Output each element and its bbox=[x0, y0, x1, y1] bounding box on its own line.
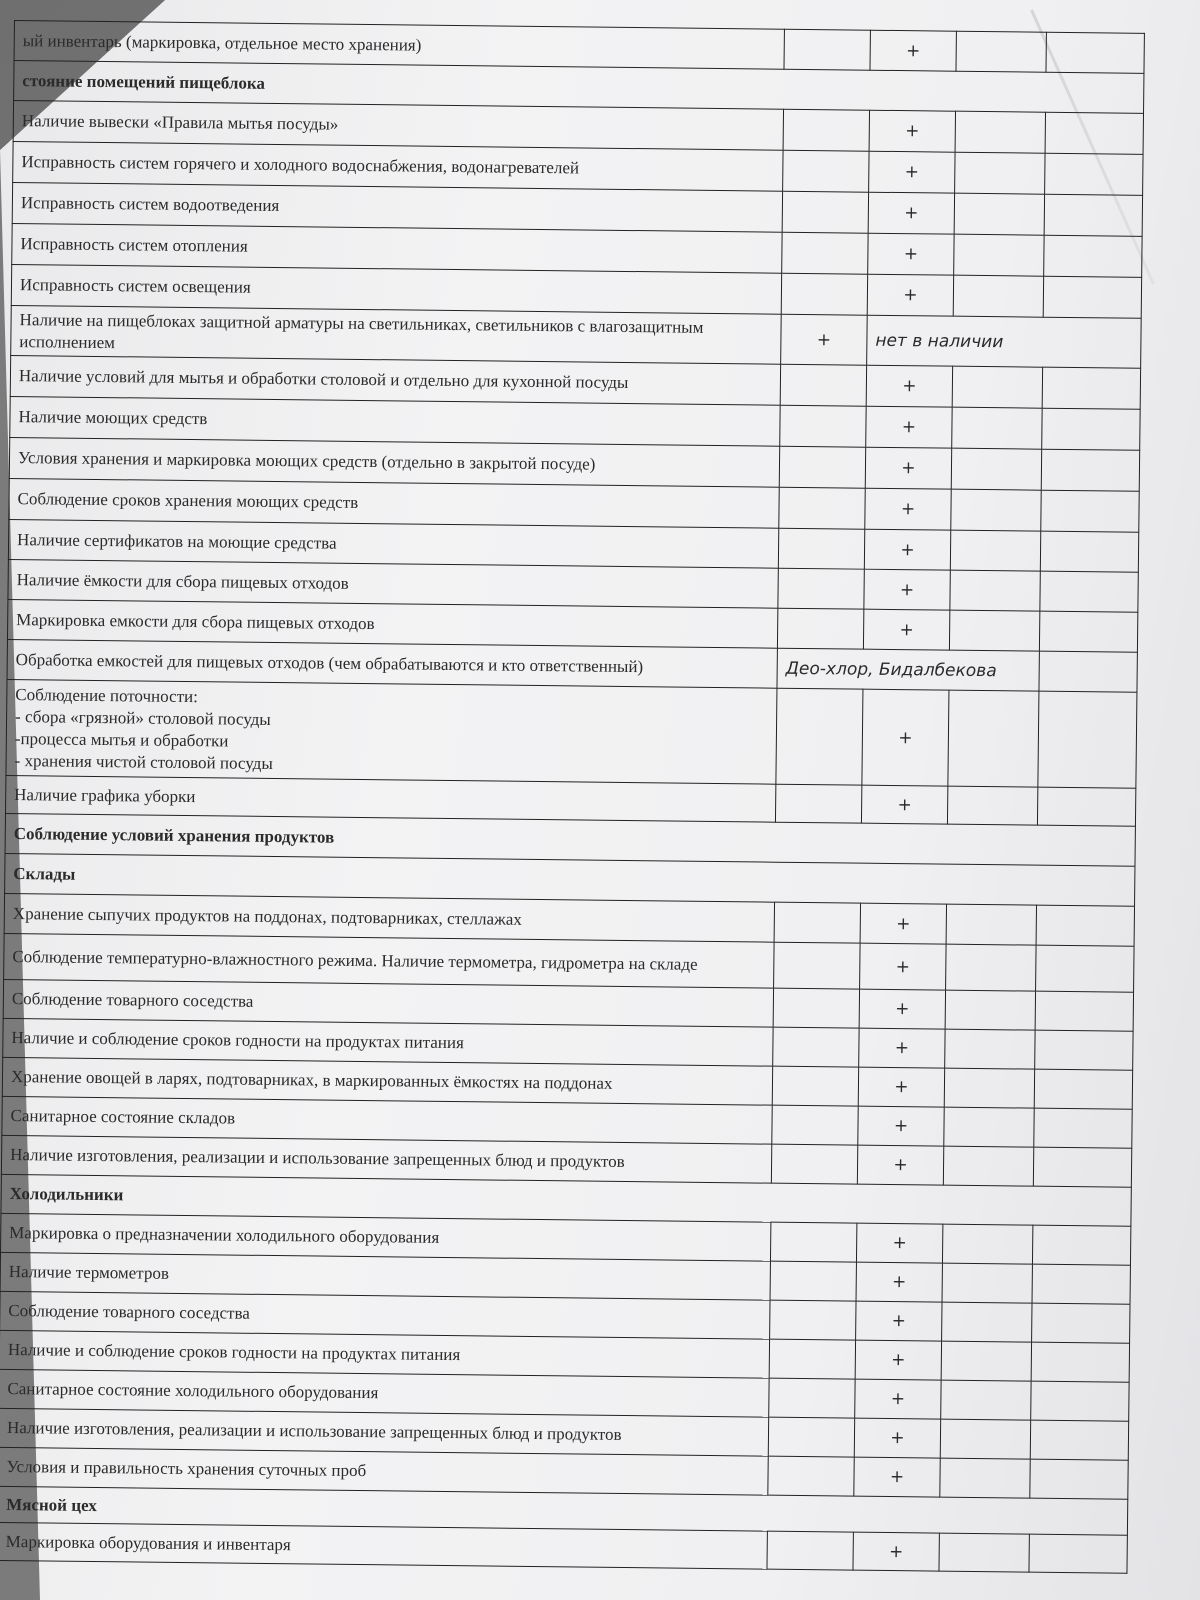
mark-cell-1 bbox=[779, 446, 865, 488]
mark-cell-3 bbox=[941, 1341, 1031, 1381]
mark-cell-1 bbox=[767, 1531, 853, 1570]
mark-cell-1 bbox=[774, 942, 861, 989]
criterion-text: Хранение сыпучих продуктов на поддонах, подтоварниках, стеллажах bbox=[4, 893, 774, 942]
mark-cell-1 bbox=[774, 902, 860, 943]
mark-cell-3 bbox=[954, 193, 1044, 235]
mark-cell-2: + bbox=[855, 1379, 941, 1419]
mark-cell-4 bbox=[1045, 153, 1143, 195]
mark-cell-1 bbox=[771, 1144, 857, 1184]
mark-cell-2: + bbox=[860, 943, 947, 990]
mark-cell-3 bbox=[940, 1458, 1030, 1498]
mark-cell-3 bbox=[948, 690, 1039, 787]
section-heading: Холодильники bbox=[1, 1174, 1131, 1226]
mark-cell-3 bbox=[951, 489, 1041, 531]
mark-cell-2: + bbox=[855, 1340, 941, 1380]
mark-cell-2: + bbox=[866, 406, 952, 448]
mark-cell-1 bbox=[779, 487, 865, 529]
mark-cell-2: + bbox=[857, 1145, 943, 1185]
mark-cell-1 bbox=[770, 1261, 856, 1301]
mark-cell-2: + bbox=[864, 569, 950, 610]
mark-cell-1 bbox=[768, 1456, 854, 1496]
mark-cell-4 bbox=[1043, 276, 1141, 318]
mark-cell-1 bbox=[780, 364, 866, 406]
mark-cell-3 bbox=[942, 1224, 1032, 1264]
mark-cell-3 bbox=[946, 944, 1037, 991]
mark-cell-2: + bbox=[859, 1028, 945, 1068]
mark-cell-2: + bbox=[870, 30, 956, 71]
mark-cell-2: + bbox=[869, 110, 955, 152]
mark-cell-1 bbox=[777, 608, 863, 649]
mark-cell-2: + bbox=[860, 903, 946, 944]
mark-cell-1 bbox=[770, 1222, 856, 1262]
mark-cell-3 bbox=[956, 31, 1046, 72]
mark-cell-2: + bbox=[868, 233, 954, 275]
mark-cell-2: + bbox=[865, 488, 951, 530]
mark-cell-4 bbox=[1031, 1342, 1129, 1382]
mark-cell-1 bbox=[772, 1066, 858, 1106]
criterion-text: Хранение овощей в ларях, подтоварниках, в маркированных ёмкостях на поддонах bbox=[2, 1057, 772, 1105]
mark-cell-4 bbox=[1045, 112, 1143, 154]
mark-cell-4 bbox=[1039, 611, 1137, 652]
mark-cell-1 bbox=[778, 568, 864, 609]
mark-cell-2: + bbox=[865, 447, 951, 489]
mark-cell-4 bbox=[1030, 1459, 1128, 1499]
mark-cell-4 bbox=[1032, 1303, 1130, 1343]
mark-cell-1 bbox=[784, 29, 870, 70]
mark-cell-1: + bbox=[781, 314, 868, 365]
mark-cell-3 bbox=[955, 152, 1045, 194]
criterion-text: Исправность систем горячего и холодного водоснабжения, водонагревателей bbox=[13, 141, 783, 191]
mark-cell-4 bbox=[1029, 1534, 1127, 1573]
mark-cell-3 bbox=[945, 990, 1035, 1030]
mark-cell-3 bbox=[946, 904, 1036, 945]
criterion-text: Наличие и соблюдение сроков годности на продуктах питания bbox=[3, 1018, 773, 1066]
mark-cell-3 bbox=[945, 1029, 1035, 1069]
mark-cell-4 bbox=[1035, 1030, 1133, 1070]
mark-cell-1 bbox=[775, 784, 861, 823]
mark-cell-4 bbox=[1033, 1147, 1131, 1187]
mark-cell-4 bbox=[1040, 571, 1138, 612]
criterion-text: Наличие моющих средств bbox=[10, 396, 780, 446]
criterion-text: Наличие вывески «Правила мытья посуды» bbox=[13, 101, 783, 151]
handwritten-note: нет в наличии bbox=[867, 315, 1142, 368]
mark-cell-2: + bbox=[858, 1067, 944, 1107]
mark-cell-3 bbox=[952, 366, 1042, 408]
mark-cell-2: + bbox=[862, 689, 949, 786]
criterion-text: Исправность систем отопления bbox=[12, 223, 782, 273]
handwritten-note: Део-хлор, Бидалбекова bbox=[777, 648, 1039, 691]
criterion-text: Наличие термометров bbox=[0, 1252, 770, 1300]
criterion-text: Наличие условий для мытья и обработки столовой и отдельно для кухонной посуды bbox=[10, 355, 780, 405]
mark-cell-4 bbox=[1034, 1069, 1132, 1109]
criterion-text: Обработка емкостей для пищевых отходов (чем обрабатываются и кто ответственный) bbox=[7, 639, 777, 688]
mark-cell-1 bbox=[773, 1027, 859, 1067]
mark-cell-4 bbox=[1032, 1264, 1130, 1304]
criterion-text: Маркировка о предназначении холодильного оборудования bbox=[1, 1213, 771, 1261]
mark-cell-1 bbox=[776, 688, 863, 785]
mark-cell-4 bbox=[1039, 651, 1137, 692]
criterion-text: Наличие сертификатов на моющие средства bbox=[8, 519, 778, 568]
section-heading: Склады bbox=[5, 853, 1135, 906]
mark-cell-4 bbox=[1037, 787, 1135, 826]
criterion-text: Санитарное состояние складов bbox=[2, 1096, 772, 1144]
criterion-text: Санитарное состояние холодильного оборудования bbox=[0, 1369, 769, 1417]
criterion-text: Соблюдение сроков хранения моющих средств bbox=[9, 478, 779, 528]
mark-cell-1 bbox=[773, 988, 859, 1028]
mark-cell-3 bbox=[955, 111, 1045, 153]
mark-cell-2: + bbox=[861, 785, 947, 824]
criterion-text: Исправность систем водоотведения bbox=[12, 182, 782, 232]
criterion-text: Наличие графика уборки bbox=[5, 775, 775, 822]
criterion-text: Наличие и соблюдение сроков годности на продуктах питания bbox=[0, 1330, 770, 1378]
mark-cell-2: + bbox=[854, 1457, 940, 1497]
mark-cell-2: + bbox=[856, 1223, 942, 1263]
criterion-text: Наличие изготовления, реализации и использование запрещенных блюд и продуктов bbox=[1, 1135, 771, 1183]
mark-cell-3 bbox=[951, 448, 1041, 490]
criterion-text: Наличие изготовления, реализации и использование запрещенных блюд и продуктов bbox=[0, 1408, 769, 1456]
criterion-text: Наличие на пищеблоках защитной арматуры на светильниках, светильников с влагозащитным исполнением bbox=[11, 305, 782, 364]
mark-cell-3 bbox=[954, 234, 1044, 276]
mark-cell-4 bbox=[1030, 1420, 1128, 1460]
mark-cell-2: + bbox=[856, 1262, 942, 1302]
mark-cell-4 bbox=[1031, 1381, 1129, 1421]
mark-cell-3 bbox=[942, 1263, 1032, 1303]
mark-cell-1 bbox=[783, 109, 869, 151]
mark-cell-3 bbox=[942, 1302, 1032, 1342]
mark-cell-1 bbox=[769, 1339, 855, 1379]
mark-cell-4 bbox=[1044, 235, 1142, 277]
mark-cell-1 bbox=[770, 1300, 856, 1340]
mark-cell-4 bbox=[1038, 691, 1137, 788]
mark-cell-2: + bbox=[863, 609, 949, 650]
criterion-text: Маркировка емкости для сбора пищевых отходов bbox=[7, 599, 777, 648]
mark-cell-4 bbox=[1036, 905, 1134, 946]
mark-cell-4 bbox=[1032, 1225, 1130, 1265]
mark-cell-2: + bbox=[869, 151, 955, 193]
criterion-text: Соблюдение поточности: - сбора «грязной» столовой посуды -процесса мытья и обработки - хранения чистой столовой посуды bbox=[6, 679, 777, 784]
mark-cell-1 bbox=[783, 150, 869, 192]
mark-cell-3 bbox=[949, 610, 1039, 651]
criterion-text: ый инвентарь (маркировка, отдельное место хранения) bbox=[14, 21, 784, 70]
mark-cell-1 bbox=[769, 1378, 855, 1418]
mark-cell-2: + bbox=[858, 1106, 944, 1146]
mark-cell-3 bbox=[940, 1419, 1030, 1459]
mark-cell-4 bbox=[1041, 490, 1139, 532]
mark-cell-3 bbox=[943, 1146, 1033, 1186]
mark-cell-3 bbox=[947, 786, 1037, 825]
section-heading: стояние помещений пищеблока bbox=[14, 61, 1144, 114]
mark-cell-1 bbox=[782, 232, 868, 274]
mark-cell-2: + bbox=[856, 1301, 942, 1341]
mark-cell-2: + bbox=[859, 989, 945, 1029]
mark-cell-4 bbox=[1042, 367, 1140, 409]
mark-cell-3 bbox=[952, 407, 1042, 449]
mark-cell-3 bbox=[950, 570, 1040, 611]
mark-cell-3 bbox=[953, 275, 1043, 317]
mark-cell-1 bbox=[780, 405, 866, 447]
criterion-text: Соблюдение товарного соседства bbox=[3, 979, 773, 1027]
criterion-text: Условия и правильность хранения суточных проб bbox=[0, 1447, 768, 1495]
section-heading: Соблюдение условий хранения продуктов bbox=[5, 813, 1135, 866]
mark-cell-2: + bbox=[854, 1418, 940, 1458]
criterion-text: Условия хранения и маркировка моющих средств (отдельно в закрытой посуде) bbox=[9, 437, 779, 487]
mark-cell-2: + bbox=[853, 1532, 939, 1571]
mark-cell-3 bbox=[944, 1107, 1034, 1147]
criterion-text: Наличие ёмкости для сбора пищевых отходов bbox=[8, 559, 778, 608]
mark-cell-4 bbox=[1041, 449, 1139, 491]
mark-cell-4 bbox=[1035, 991, 1133, 1031]
criterion-text: Соблюдение товарного соседства bbox=[0, 1291, 770, 1339]
mark-cell-2: + bbox=[867, 274, 953, 316]
criterion-text: Исправность систем освещения bbox=[11, 264, 781, 314]
table-row bbox=[6, 679, 1137, 788]
mark-cell-1 bbox=[772, 1105, 858, 1145]
mark-cell-2: + bbox=[868, 192, 954, 234]
mark-cell-4 bbox=[1044, 194, 1142, 236]
mark-cell-2: + bbox=[866, 365, 952, 407]
section-heading: Мясной цех bbox=[0, 1486, 1128, 1535]
mark-cell-1 bbox=[782, 191, 868, 233]
mark-cell-3 bbox=[941, 1380, 1031, 1420]
checklist-table bbox=[0, 20, 1145, 1574]
mark-cell-2: + bbox=[864, 529, 950, 570]
mark-cell-1 bbox=[781, 273, 867, 315]
mark-cell-4 bbox=[1036, 945, 1135, 992]
mark-cell-4 bbox=[1040, 531, 1138, 572]
mark-cell-4 bbox=[1034, 1108, 1132, 1148]
criterion-text: Соблюдение температурно-влажностного режима. Наличие термометра, гидрометра на складе bbox=[4, 933, 774, 988]
mark-cell-3 bbox=[939, 1533, 1029, 1572]
mark-cell-4 bbox=[1046, 32, 1144, 73]
mark-cell-3 bbox=[944, 1068, 1034, 1108]
mark-cell-4 bbox=[1042, 408, 1140, 450]
criterion-text: Маркировка оборудования и инвентаря bbox=[0, 1522, 767, 1569]
mark-cell-1 bbox=[768, 1417, 854, 1457]
mark-cell-3 bbox=[950, 530, 1040, 571]
mark-cell-1 bbox=[778, 528, 864, 569]
